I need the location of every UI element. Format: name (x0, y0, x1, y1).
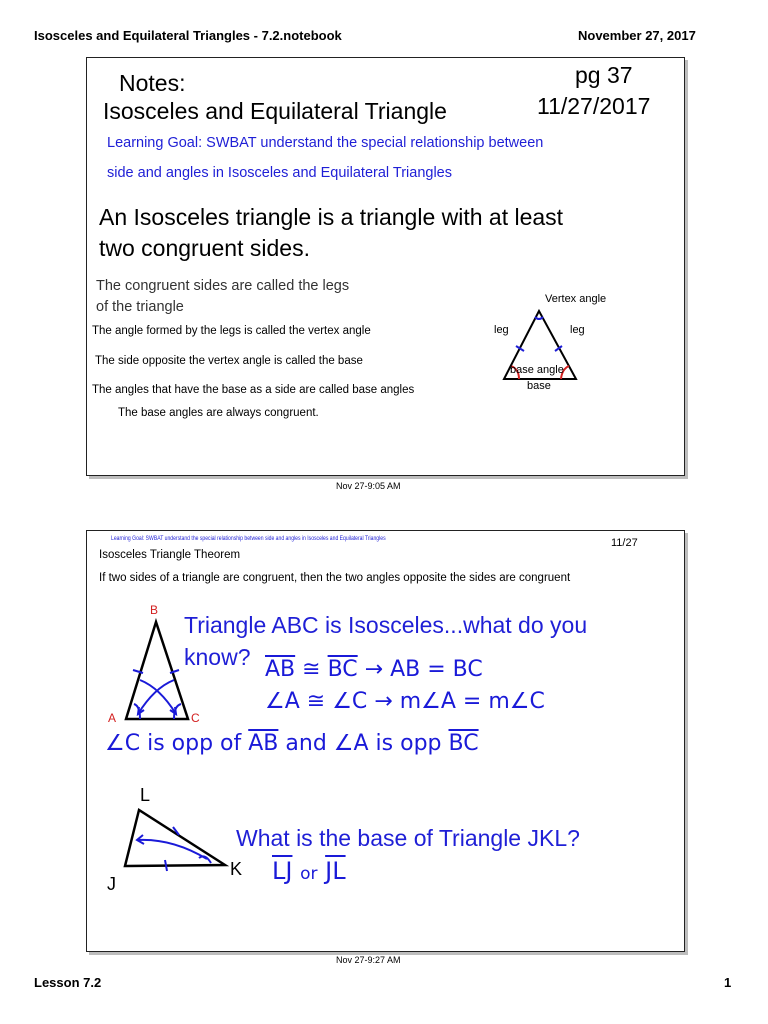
lesson-label: Lesson 7.2 (34, 975, 102, 990)
theorem-title: Isosceles Triangle Theorem (99, 549, 241, 561)
handwritten-line-3 (105, 731, 479, 756)
notes-label: Notes: (119, 70, 186, 96)
vertex-angle-label: Vertex angle (545, 293, 607, 305)
opp-text-2: and ∠A is opp (285, 731, 442, 756)
slide-1 (86, 57, 685, 476)
left-leg-label: leg (494, 324, 509, 336)
slide-2 (86, 530, 685, 952)
learning-goal-line-1: Learning Goal: SWBAT understand the special relationship between (107, 135, 544, 151)
jk-tick (165, 860, 167, 871)
slide-heading: Isosceles and Equilateral Triangle (103, 98, 447, 124)
equal-lengths: → AB = BC (364, 657, 483, 682)
vertex-l-label: L (140, 785, 151, 805)
document-title: Isosceles and Equilateral Triangles - 7.2.notebook (34, 28, 342, 43)
handwritten-answer (272, 857, 346, 885)
legs-note-line-1: The congruent sides are called the legs (96, 278, 350, 294)
base-label: base (527, 380, 551, 392)
vertex-k-label: K (230, 859, 243, 879)
or-word: or (300, 864, 318, 884)
theorem-text: If two sides of a triangle are congruent, then the two angles opposite the sides are congruent (99, 572, 571, 584)
triangle-jkl-diagram (117, 803, 237, 878)
page-date: 11/27/2017 (537, 93, 651, 119)
base-angles-congruent-note: The base angles are always congruent. (118, 407, 319, 419)
segment-ab-2: $\overline{AB}$ (248, 731, 279, 756)
vertex-b-label: B (150, 603, 159, 617)
vertex-c-label: C (191, 711, 200, 725)
learning-goal-line-2: side and angles in Isosceles and Equilateral Triangles (107, 165, 452, 181)
page-reference: pg 37 (575, 62, 633, 88)
small-learning-goal: Learning Goal: SWBAT understand the special relationship between side and angles in Isosceles and Equilateral Triangles (111, 535, 386, 542)
opp-text-1: ∠C is opp of (105, 731, 242, 756)
handwritten-line-2: ∠A ≅ ∠C → m∠A = m∠C (265, 689, 545, 714)
arrow-k-to-lj (137, 840, 207, 859)
page-number: 1 (724, 975, 732, 990)
arrow-ab-to-c (140, 680, 176, 714)
slide-2-date: 11/27 (611, 537, 638, 549)
slide-1-timestamp: Nov 27-9:05 AM (336, 481, 401, 491)
segment-jl: $\overline{JL}$ (325, 857, 346, 885)
arrow-bc-to-a (138, 680, 174, 714)
legs-note-line-2: of the triangle (96, 299, 184, 315)
vertex-a-label: A (108, 711, 117, 725)
vertex-j-label: J (107, 874, 116, 894)
base-angles-note: The angles that have the base as a side are called base angles (92, 384, 415, 396)
segment-lj: $\overline{LJ}$ (272, 857, 293, 885)
handwritten-line-1 (265, 657, 483, 682)
definition-line-1: An Isosceles triangle is a triangle with at least (99, 204, 564, 230)
base-note: The side opposite the vertex angle is called the base (95, 355, 363, 367)
question-2: What is the base of Triangle JKL? (236, 825, 580, 851)
segment-bc: $\overline{BC}$ (327, 657, 358, 682)
definition-line-2: two congruent sides. (99, 235, 310, 261)
segment-ab: $\overline{AB}$ (265, 657, 296, 682)
question-1-line-1: Triangle ABC is Isosceles...what do you (184, 612, 588, 638)
slide-2-timestamp: Nov 27-9:27 AM (336, 955, 401, 965)
document-date: November 27, 2017 (578, 28, 696, 43)
right-leg-label: leg (570, 324, 585, 336)
congruent-symbol: ≅ (302, 657, 321, 682)
base-angle-label: base angle (510, 364, 564, 376)
vertex-angle-note: The angle formed by the legs is called the vertex angle (92, 325, 371, 337)
question-1-line-2: know? (184, 644, 251, 670)
segment-bc-2: $\overline{BC}$ (448, 731, 479, 756)
vertex-angle-arc (535, 317, 543, 319)
